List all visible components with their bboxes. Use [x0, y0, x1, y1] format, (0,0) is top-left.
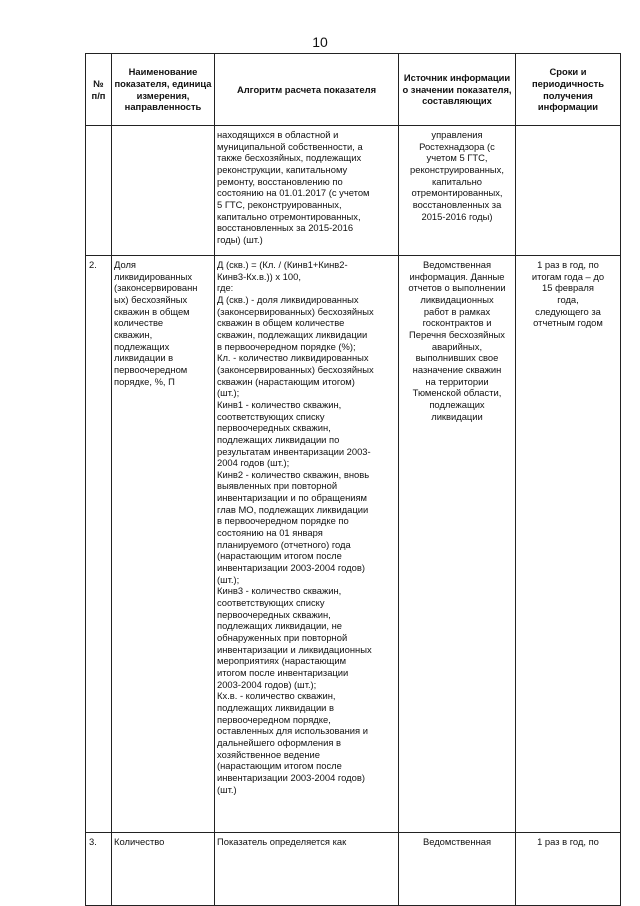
header-num: № п/п — [86, 54, 112, 126]
text-line: отремонтированных, — [411, 187, 503, 199]
text-line: Перечня бесхозяйных — [409, 328, 505, 340]
header-source: Источник информации о значении показателя, составляющих — [399, 54, 516, 126]
text-line: подлежащих — [429, 398, 485, 410]
text-line: подлежащих — [114, 340, 170, 352]
text-line: хозяйственное ведение — [217, 748, 320, 760]
cell-algorithm — [215, 256, 399, 833]
text-line: дальнейшего оформления в — [217, 736, 341, 748]
text-line: первоочередных скважин, — [217, 608, 331, 620]
text-line: ликвидации в — [114, 352, 174, 364]
text-line: ликвидационных — [420, 293, 494, 305]
cell-name-empty — [112, 126, 215, 256]
text-line: назначение скважин — [412, 363, 502, 375]
text-line: на территории — [425, 375, 489, 387]
text-line: скважин, — [114, 328, 153, 340]
table-row — [86, 833, 621, 906]
text-line: капитально — [432, 175, 482, 187]
text-line: состоянию на 01.01.2017 (с учетом — [217, 187, 370, 199]
text-line: порядке, %, П — [114, 375, 175, 387]
text-line: аварийных, — [431, 340, 483, 352]
text-line: учетом 5 ГТС, — [426, 152, 488, 164]
cell-indicator-name: Количество — [112, 833, 215, 906]
row-number: 3. — [86, 833, 112, 906]
text-line: (шт.); — [217, 573, 240, 585]
text-line: отчетным годом — [533, 317, 603, 329]
text-line: подлежащих ликвидации, не — [217, 620, 343, 632]
text-line: выявленных при повторной — [217, 480, 338, 492]
table-row-continuation — [86, 126, 621, 256]
text-line: подлежащих ликвидации по — [217, 433, 340, 445]
text-line: первоочередном порядке, — [217, 713, 331, 725]
page-number: 10 — [312, 34, 328, 50]
text-line: (нарастающим итогом после — [217, 550, 342, 562]
text-line: инвентаризации и ликвидационных — [217, 643, 372, 655]
text-line: мероприятиях (нарастающим — [217, 655, 347, 667]
text-line: находящихся в областной и — [217, 129, 339, 140]
text-line: Д (скв.) - доля ликвидированных — [217, 293, 359, 305]
text-line: годы) (шт.) — [217, 233, 263, 245]
text-line: капитально отремонтированных, — [217, 210, 361, 222]
text-line: следующего за — [535, 305, 601, 317]
text-line: скважин в общем количестве — [217, 317, 345, 329]
text-line: Кинв3-Кх.в.)) х 100, — [217, 270, 301, 282]
row-number: 2. — [86, 256, 112, 833]
text-line: первоочередном — [114, 363, 188, 375]
text-line: ремонту, восстановлению по — [217, 175, 343, 187]
text-line: (нарастающим итогом после — [217, 760, 342, 772]
text-line: инвентаризации и по обращениям — [217, 492, 367, 504]
text-line: также бесхозяйных, подлежащих — [217, 152, 362, 164]
text-line: выполнивших свое — [415, 352, 499, 364]
text-line: (законсервированн — [114, 282, 198, 294]
header-name: Наименование показателя, единица измерения, направленность — [112, 54, 215, 126]
text-line: 5 ГТС, реконструированных, — [217, 198, 342, 210]
text-line: 1 раз в год, по — [537, 259, 599, 270]
text-line: (шт.) — [217, 783, 237, 795]
text-line: количестве — [114, 317, 164, 329]
text-line: состоянию на 01 января — [217, 527, 323, 539]
text-line: управления — [431, 129, 483, 140]
header-algorithm: Алгоритм расчета показателя — [215, 54, 399, 126]
text-line: результатам инвентаризации 2003- — [217, 445, 371, 457]
cell-source: Ведомственная — [399, 833, 516, 906]
text-line: реконструированных, — [410, 163, 504, 175]
text-line: Кинв2 - количество скважин, вновь — [217, 468, 370, 480]
text-line: Кх.в. - количество скважин, — [217, 690, 336, 702]
text-line: оставленных для использования и — [217, 725, 368, 737]
cell-indicator-name — [112, 256, 215, 833]
header-terms: Сроки и периодичность получения информации — [516, 54, 621, 126]
cell-source-continuation — [399, 126, 516, 256]
text-line: итогам года – до — [531, 270, 605, 282]
text-line: года, — [557, 293, 579, 305]
table-row — [86, 256, 621, 833]
text-line: ликвидированных — [114, 270, 193, 282]
text-line: где: — [217, 282, 234, 294]
text-line: отчетов о выполнении — [408, 282, 506, 294]
indicators-table — [85, 53, 621, 906]
text-line: Доля — [114, 259, 137, 270]
cell-terms-empty — [516, 126, 621, 256]
text-line: Ростехнадзора (с — [419, 140, 495, 152]
text-line: реконструкции, капитальному — [217, 163, 348, 175]
text-line: подлежащих ликвидации в — [217, 701, 334, 713]
text-line: Тюменской области, — [412, 387, 502, 399]
text-line: Кинв3 - количество скважин, — [217, 585, 342, 597]
text-line: работ в рамках — [423, 305, 491, 317]
text-line: Кл. - количество ликвидированных — [217, 352, 369, 364]
text-line: в первоочередном порядке (%); — [217, 340, 356, 352]
text-line: первоочередных скважин, — [217, 422, 331, 434]
text-line: глав МО, подлежащих ликвидации — [217, 503, 369, 515]
text-line: информация. Данные — [409, 270, 505, 282]
text-line: скважин в общем — [114, 305, 190, 317]
text-line: планируемого (отчетного) года — [217, 538, 351, 550]
cell-terms — [516, 256, 621, 833]
text-line: 2015-2016 годы) — [421, 210, 493, 222]
text-line: 15 февраля — [542, 282, 594, 294]
text-line: (законсервированных) бесхозяйных — [217, 305, 374, 317]
text-line: соответствующих списку — [217, 597, 325, 609]
text-line: инвентаризации 2003-2004 годов) — [217, 771, 365, 783]
text-line: Кинв1 - количество скважин, — [217, 398, 342, 410]
text-line: муниципальной собственности, а — [217, 140, 363, 152]
cell-source — [399, 256, 516, 833]
text-line: восстановленных за 2015-2016 — [217, 222, 354, 234]
text-line: 2003-2004 годов) (шт.); — [217, 678, 317, 690]
text-line: соответствующих списку — [217, 410, 325, 422]
cell-algorithm-continuation — [215, 126, 399, 256]
table-header-row — [86, 54, 621, 126]
text-line: ликвидации — [431, 410, 483, 422]
text-line: в первоочередном порядке по — [217, 515, 349, 527]
text-line: итогом после инвентаризации — [217, 666, 349, 678]
text-line: Д (скв.) = (Кл. / (Кинв1+Кинв2- — [217, 259, 348, 270]
text-line: Ведомственная — [422, 259, 492, 270]
text-line: обнаруженных при повторной — [217, 632, 348, 643]
text-line: восстановленных за — [412, 198, 502, 210]
text-line: скважин (нарастающим итогом) — [217, 375, 355, 387]
text-line: (законсервированных) бесхозяйных — [217, 363, 374, 375]
text-line: госконтрактов и — [422, 317, 492, 329]
text-line: скважин, подлежащих ликвидации — [217, 328, 368, 340]
cell-num-empty — [86, 126, 112, 256]
text-line: ых) бесхозяйных — [114, 293, 188, 305]
text-line: инвентаризации 2003-2004 годов) — [217, 562, 365, 574]
text-line: (шт.); — [217, 387, 240, 399]
text-line: 2004 годов (шт.); — [217, 457, 290, 469]
cell-algorithm: Показатель определяется как — [215, 833, 399, 906]
cell-terms: 1 раз в год, по — [516, 833, 621, 906]
